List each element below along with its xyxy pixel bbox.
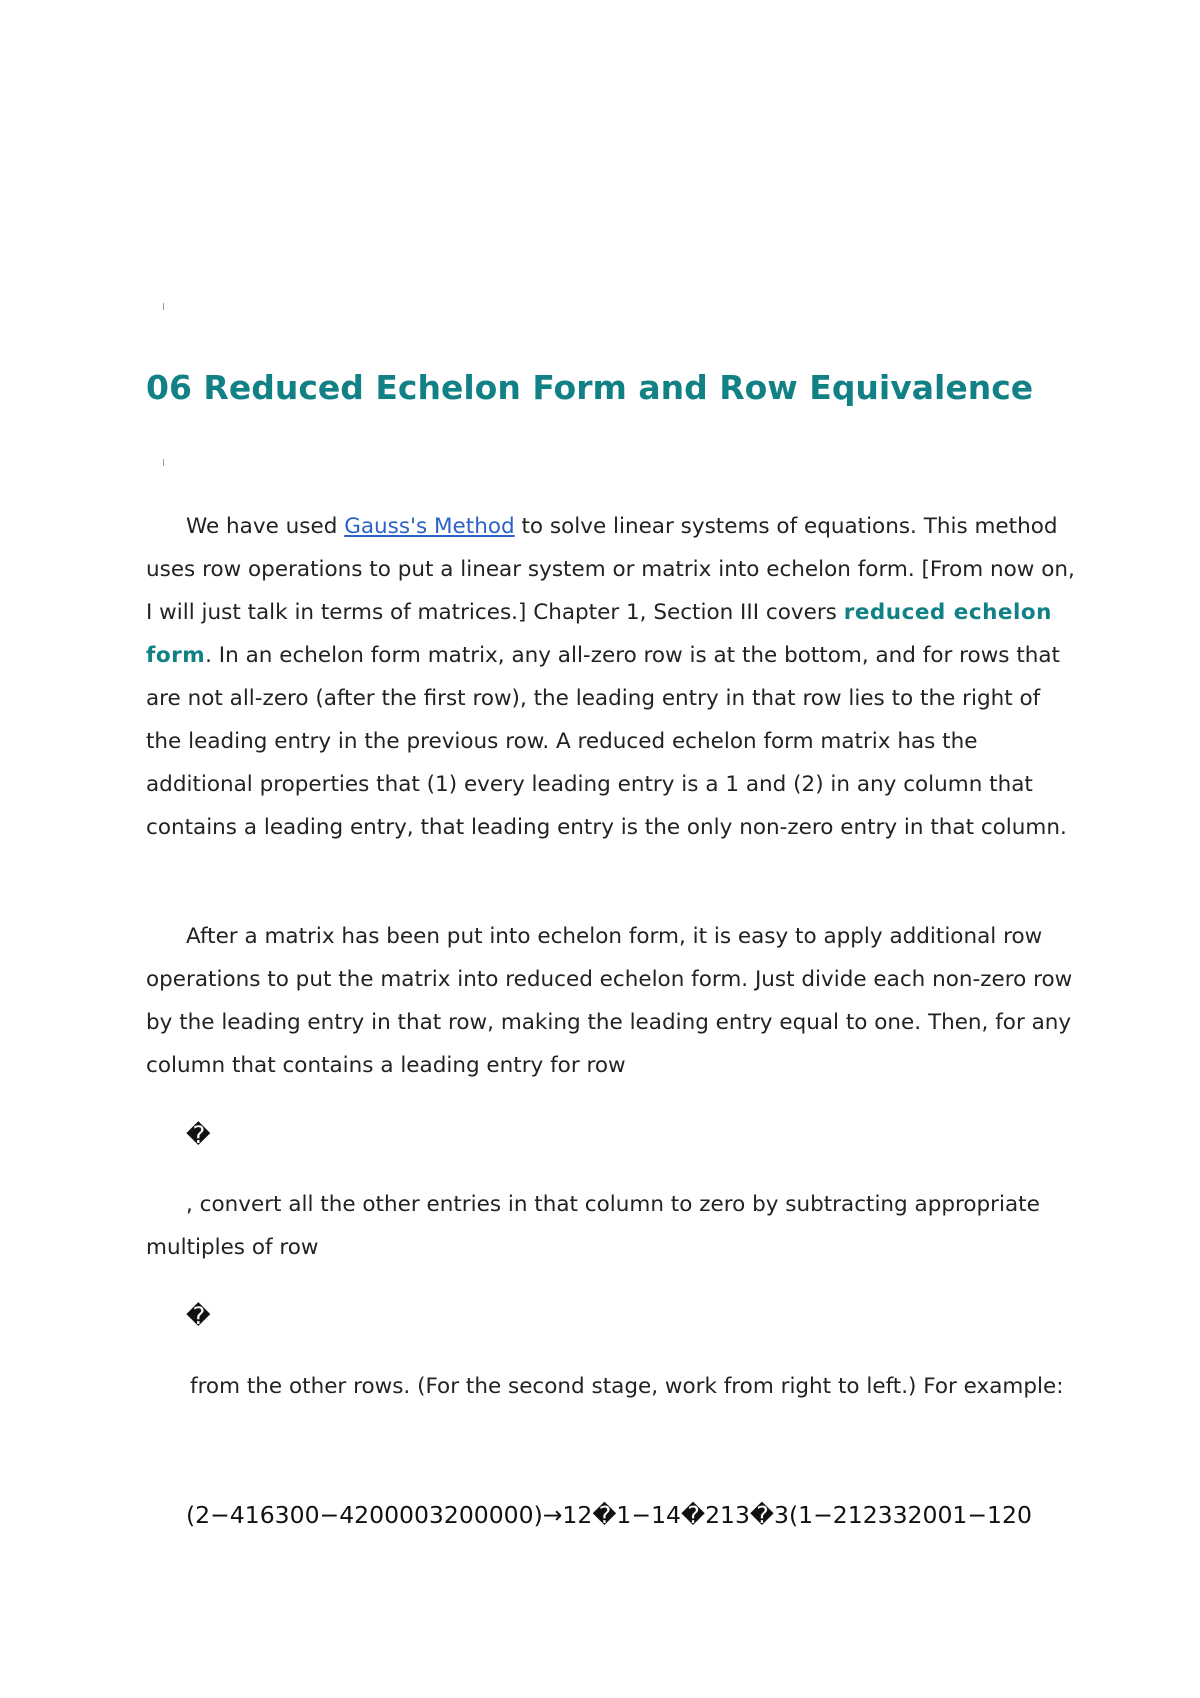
missing-glyph: � (186, 1302, 211, 1330)
paragraph-fragment: , convert all the other entries in that column to zero by subtracting appropriate multiples of row (146, 1192, 1040, 1260)
highlighted-term: reduced echelon form (146, 600, 1052, 668)
paragraph-intro (146, 505, 1076, 849)
math-expression: (2−416300−4200003200000)→12�1−14�213�3(1−212332001−120 (186, 1501, 1032, 1529)
paragraph-procedure: After a matrix has been put into echelon form, it is easy to apply additional row operations to put the matrix into reduced echelon form. Just divide each non-zero row by the leading entry in that row, making the leading entry equal to one. Then, for any column that contains a leading entry for row (146, 924, 1073, 1078)
gauss-method-link[interactable]: Gauss's Method (344, 514, 515, 539)
missing-glyph: � (186, 1121, 211, 1149)
margin-mark (163, 459, 164, 466)
paragraph-text: . In an echelon form matrix, any all-zero row is at the bottom, and for rows that are not all-zero (after the first row), the leading entry in that row lies to the right of the leading entry in the previous row. A reduced echelon form matrix has the additional properties that (1) every leading entry is a 1 and (2) in any column that contains a leading entry, that leading entry is the only non-zero entry in that column. (146, 643, 1067, 840)
paragraph-text: to solve linear systems of equations. This method uses row operations to put a linear system or matrix into echelon form. [From now on, I will just talk in terms of matrices.] Chapter 1, Section III covers (146, 514, 1075, 625)
page-title: 06 Reduced Echelon Form and Row Equivalence (146, 368, 1034, 407)
paragraph-fragment: from the other rows. (For the second stage, work from right to left.) For example: (190, 1374, 1064, 1399)
margin-mark (163, 303, 164, 310)
paragraph-text: We have used (186, 514, 345, 539)
